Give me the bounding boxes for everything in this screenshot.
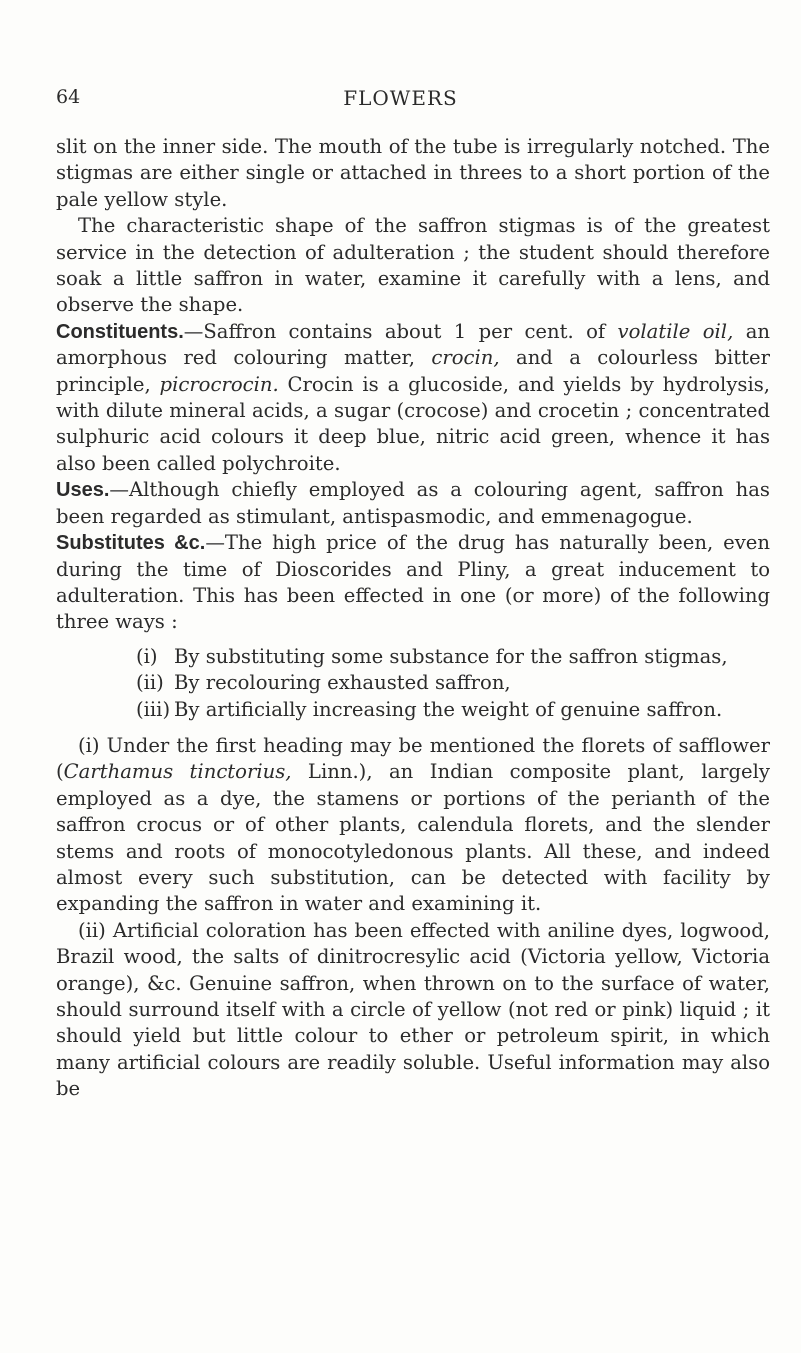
running-head [56,86,745,114]
section-heading-uses: Uses. [56,479,110,502]
paragraph-first-heading [56,733,770,918]
list-item-number: (ii) [136,671,164,695]
constituents-text-a: —Saffron contains about 1 per cent. of [183,319,618,343]
list-item-number: (iii) [136,697,171,721]
constituents-italic-c: picrocrocin. [159,372,279,396]
uses-text: —Although chiefly employed as a colouring agent, saffron has been regarded as stimulant, antispasmodic, and emmenagogue. [56,478,770,528]
list-item [136,697,770,723]
para-i-text-a: (i) Under the first heading may be mentioned the florets of safflower ( [56,733,770,784]
paragraph-uses [56,477,770,530]
running-title: FLOWERS [343,86,458,110]
paragraph-constituents [56,319,770,477]
list-item-text: By recolouring exhausted saffron, [174,671,511,695]
paragraph-shape: The characteristic shape of the saffron stigmas is of the greatest service in the detection of adulteration ; the student should therefore soak a little saffron in water, examine it carefully with a lens, and observe the shape. [56,214,770,317]
paragraph-substitutes [56,530,770,636]
list-item-text: By artificially increasing the weight of genuine saffron. [174,697,723,721]
constituents-italic-a: volatile oil, [617,319,734,343]
constituents-italic-b: crocin, [431,346,500,370]
section-heading-constituents: Constituents. [56,320,184,343]
body-text [56,134,770,1103]
para-i-text-b: Linn.), an Indian composite plant, largely employed as a dye, the stamens or portions of the perianth of the saffron crocus or of other plants, calendula florets, and the slender stems and roots of monocotyledonous plants. All these, and indeed almost every such substitution, can be detected with facility by expanding the saffron in water and examining it. [56,760,770,916]
list-item [136,670,770,696]
constituents-text-c: and a colourless bitter principle, [56,346,770,396]
substitutes-text: —The high price of the drug has naturally been, even during the time of Dioscorides and Pliny, a great inducement to adulteration. This has been effected in one (or more) of the following three ways : [56,531,771,634]
adulteration-ways-list [136,644,770,723]
section-heading-substitutes: Substitutes &c. [56,532,206,555]
list-item-number: (i) [136,644,158,668]
paragraph-second-heading: (ii) Artificial coloration has been effected with aniline dyes, logwood, Brazil wood, the salts of dinitrocresylic acid (Victoria yellow, Victoria orange), &c. Genuine saffron, when thrown on to the surface of water, should surround itself with a circle of yellow (not red or pink) liquid ; it should yield but little colour to ether or petroleum spirit, in which many artificial colours are readily soluble. Useful information may also be [56,918,770,1101]
list-item-text: By substituting some substance for the saffron stigmas, [174,644,728,668]
paragraph-continuation: slit on the inner side. The mouth of the tube is irregularly notched. The stigmas are either single or attached in threes to a short portion of the pale yellow style. [56,135,770,211]
page-number: 64 [56,86,81,108]
constituents-text-d: Crocin is a glucoside, and yields by hydrolysis, with dilute mineral acids, a sugar (crocose) and crocetin ; concentrated sulphuric acid colours it deep blue, nitric acid green, whence it has also been called polychroite. [56,372,770,475]
constituents-text-b: an amorphous red colouring matter, [56,319,770,370]
para-i-italic-a: Carthamus tinctorius, [63,760,292,784]
list-item [136,644,770,670]
